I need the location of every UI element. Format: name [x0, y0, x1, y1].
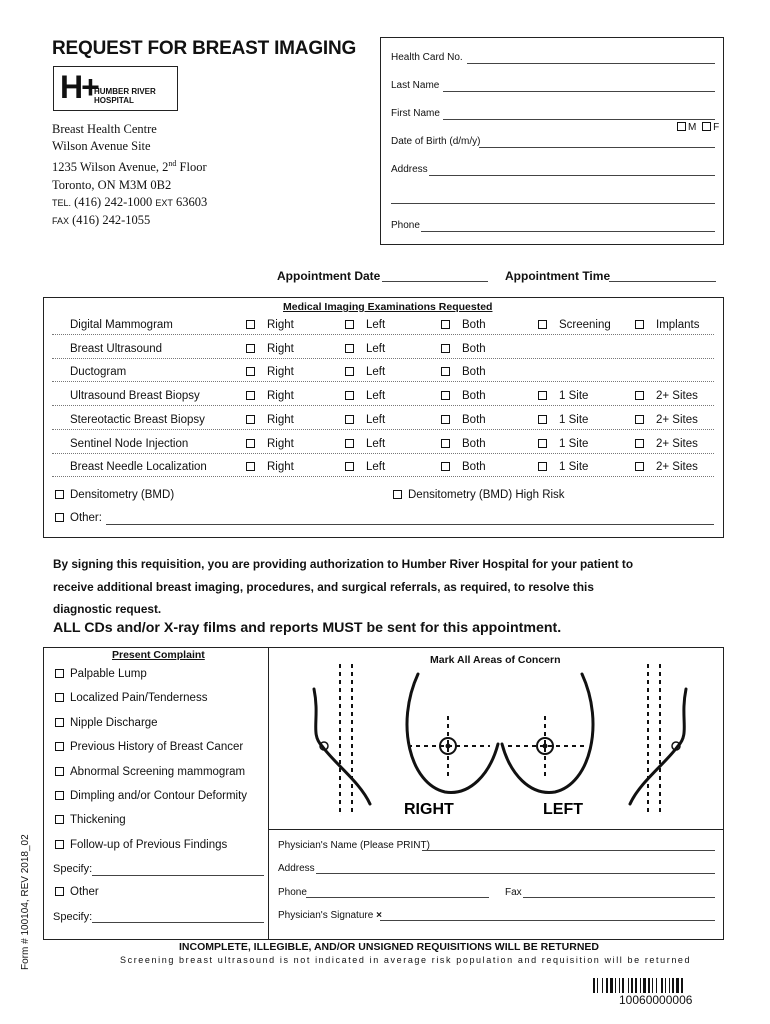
- exam-row-label: Ultrasound Breast Biopsy: [70, 390, 200, 403]
- physician-signature-field[interactable]: [380, 920, 715, 921]
- right-lateral-outline: [314, 689, 370, 804]
- exam-option-label: 2+ Sites: [656, 461, 698, 474]
- exam-option: [538, 438, 588, 450]
- barcode-bar: [669, 978, 670, 993]
- complaint-other-label: Other: [70, 886, 99, 898]
- exam-option: [635, 461, 698, 473]
- barcode-bar: [681, 978, 683, 993]
- first-name-label: First Name: [391, 108, 440, 119]
- exam-option-checkbox[interactable]: [441, 439, 450, 448]
- complaint-label: Previous History of Breast Cancer: [70, 741, 244, 754]
- complaint-checkbox[interactable]: [55, 742, 64, 751]
- exam-option-label: Left: [366, 413, 386, 426]
- appointment-time-label: Appointment Time: [505, 269, 611, 283]
- exam-option-label: Left: [366, 366, 386, 379]
- sex-m-checkbox[interactable]: [677, 122, 686, 131]
- sex-m-label: M: [688, 122, 697, 133]
- exam-row-separator: [52, 358, 714, 359]
- barcode-bar: [615, 978, 616, 993]
- physician-divider: [268, 829, 724, 830]
- exam-option-label: Both: [462, 437, 486, 450]
- specify-label-2: Specify:: [53, 911, 93, 923]
- barcode-bar: [661, 978, 663, 993]
- cds-notice: ALL CDs and/or X-ray films and reports MUST be sent for this appointment.: [53, 620, 562, 636]
- exam-option-checkbox[interactable]: [538, 320, 547, 329]
- exam-option-checkbox[interactable]: [246, 439, 255, 448]
- exam-row-label: Ductogram: [70, 366, 127, 379]
- exam-option-checkbox[interactable]: [441, 391, 450, 400]
- sex-selector: [677, 122, 719, 133]
- exam-option-checkbox[interactable]: [345, 344, 354, 353]
- exam-option-label: Right: [267, 319, 294, 331]
- exam-option-checkbox[interactable]: [441, 344, 450, 353]
- exam-row-label: Breast Ultrasound: [70, 342, 163, 355]
- exam-option: [345, 390, 385, 402]
- exam-option: [441, 438, 486, 450]
- barcode-bar: [640, 978, 641, 993]
- exam-option-label: Both: [462, 319, 486, 331]
- complaint-label: Dimpling and/or Contour Deformity: [70, 790, 248, 802]
- clinic-tel: TEL. (416) 242-1000 EXT 63603: [52, 194, 208, 209]
- exam-option-label: 2+ Sites: [656, 390, 698, 403]
- exam-row-label: Stereotactic Breast Biopsy: [70, 413, 205, 426]
- exam-option-checkbox[interactable]: [538, 415, 547, 424]
- logo-mark: H+: [60, 69, 98, 105]
- exam-option-label: Screening: [559, 319, 611, 331]
- complaint-option: [55, 766, 245, 778]
- patient-info-box: [380, 37, 724, 245]
- diagram-header: Mark All Areas of Concern: [430, 654, 561, 666]
- exam-option-checkbox[interactable]: [246, 415, 255, 424]
- complaint-option: [55, 790, 247, 802]
- exam-option: [441, 319, 486, 331]
- clinic-site: Wilson Avenue Site: [52, 139, 151, 154]
- exam-option-checkbox[interactable]: [635, 439, 644, 448]
- exam-option: [246, 366, 294, 378]
- exam-option: [345, 461, 385, 473]
- exam-row-separator: [52, 405, 714, 406]
- exam-option: [635, 390, 698, 402]
- complaint-checkbox[interactable]: [55, 815, 64, 824]
- address-field[interactable]: [429, 175, 715, 176]
- exam-row-separator: [52, 334, 714, 335]
- dob-field[interactable]: [479, 147, 715, 148]
- exam-option-checkbox[interactable]: [441, 367, 450, 376]
- exam-option-checkbox[interactable]: [635, 462, 644, 471]
- left-frontal-outline: [502, 674, 593, 792]
- densitometry-option: [55, 489, 174, 501]
- exam-row-label: Breast Needle Localization: [70, 461, 207, 474]
- specify-field-2[interactable]: [92, 922, 264, 923]
- exams-header: Medical Imaging Examinations Requested: [283, 301, 493, 313]
- complaint-option: [55, 717, 158, 729]
- right-frontal-outline: [407, 674, 498, 792]
- lower-divider: [268, 647, 269, 940]
- health-card-field[interactable]: [467, 63, 715, 64]
- barcode-bar: [593, 978, 595, 993]
- exam-option: [246, 414, 294, 426]
- exam-option-label: Right: [267, 461, 294, 474]
- exam-option-label: Left: [366, 390, 386, 403]
- exam-other-label: Other:: [70, 512, 102, 524]
- exam-option-checkbox[interactable]: [345, 415, 354, 424]
- exam-option: [635, 438, 698, 450]
- exam-option-checkbox[interactable]: [246, 462, 255, 471]
- exam-option-label: Left: [366, 342, 386, 355]
- exam-option: [538, 319, 611, 331]
- barcode-bar: [619, 978, 620, 993]
- exam-row-separator: [52, 453, 714, 454]
- clinic-address: 1235 Wilson Avenue, 2nd Floor: [52, 159, 207, 175]
- exam-row-label: Sentinel Node Injection: [70, 437, 189, 450]
- barcode-bar: [602, 978, 603, 993]
- complaint-other-checkbox[interactable]: [55, 887, 64, 896]
- exam-option-label: Implants: [656, 319, 700, 331]
- exam-option-checkbox[interactable]: [441, 415, 450, 424]
- last-name-field[interactable]: [443, 91, 715, 92]
- specify-label-1: Specify:: [53, 863, 93, 875]
- physician-name-label: Physician's Name (Please PRINT): [278, 840, 430, 851]
- exam-option-checkbox[interactable]: [441, 320, 450, 329]
- appointment-date-label: Appointment Date: [277, 269, 381, 283]
- densitometry-label: Densitometry (BMD): [70, 489, 175, 501]
- exam-option-checkbox[interactable]: [538, 391, 547, 400]
- exam-option-label: Right: [267, 413, 294, 426]
- exam-option-checkbox[interactable]: [345, 462, 354, 471]
- barcode-bar: [628, 978, 629, 993]
- appointment-time-field[interactable]: [609, 281, 716, 282]
- exam-option-checkbox[interactable]: [538, 462, 547, 471]
- clinic-fax: FAX (416) 242-1055: [52, 213, 151, 228]
- complaint-option: [55, 741, 243, 753]
- physician-phone-field[interactable]: [306, 897, 489, 898]
- sex-f-checkbox[interactable]: [702, 122, 711, 131]
- exam-option-checkbox[interactable]: [635, 415, 644, 424]
- physician-fax-label: Fax: [505, 887, 522, 898]
- complaint-label: Nipple Discharge: [70, 716, 158, 729]
- barcode-bar: [676, 978, 679, 993]
- exam-option-checkbox[interactable]: [246, 320, 255, 329]
- exam-option: [246, 438, 294, 450]
- phone-label: Phone: [391, 220, 420, 231]
- exam-option-label: Both: [462, 461, 486, 474]
- exam-option-label: Both: [462, 342, 486, 355]
- exam-other-checkbox[interactable]: [55, 513, 64, 522]
- barcode-bar: [665, 978, 666, 993]
- complaint-option: [55, 814, 126, 826]
- exam-option-label: 1 Site: [559, 413, 589, 426]
- exam-other-option: [55, 512, 102, 524]
- exam-option: [635, 414, 698, 426]
- densitometry-high-checkbox[interactable]: [393, 490, 402, 499]
- sex-f-label: F: [713, 122, 720, 133]
- health-card-label: Health Card No.: [391, 52, 463, 63]
- breast-diagram[interactable]: [300, 664, 700, 824]
- clinic-name: Breast Health Centre: [52, 122, 157, 136]
- complaint-checkbox[interactable]: [55, 718, 64, 727]
- exam-option-label: Both: [462, 366, 486, 379]
- exam-option-label: Right: [267, 437, 294, 450]
- form-title: REQUEST FOR BREAST IMAGING: [52, 38, 357, 59]
- exam-option: [246, 461, 294, 473]
- complaint-checkbox[interactable]: [55, 693, 64, 702]
- barcode-bar: [610, 978, 613, 993]
- exam-option-checkbox[interactable]: [246, 391, 255, 400]
- hospital-logo: [53, 66, 178, 111]
- barcode-bar: [631, 978, 633, 993]
- exam-option-label: Left: [366, 461, 386, 474]
- exam-option-label: Left: [366, 319, 386, 331]
- barcode-number: 10060000006: [619, 993, 693, 1007]
- exam-option-checkbox[interactable]: [246, 344, 255, 353]
- exam-option-checkbox[interactable]: [635, 391, 644, 400]
- exam-option: [345, 366, 385, 378]
- exam-option: [635, 319, 699, 331]
- complaint-label: Palpable Lump: [70, 668, 147, 680]
- clinic-city: Toronto, ON M3M 0B2: [52, 177, 172, 192]
- physician-address-field[interactable]: [316, 873, 715, 874]
- exam-row-separator: [52, 476, 714, 477]
- complaint-label: Thickening: [70, 814, 126, 827]
- address-field-2[interactable]: [391, 203, 715, 204]
- exam-other-field[interactable]: [106, 524, 714, 525]
- screening-note: Screening breast ultrasound is not indicated in average risk population and requisition will be returned: [120, 955, 692, 965]
- densitometry-checkbox[interactable]: [55, 490, 64, 499]
- exam-option-label: 1 Site: [559, 390, 589, 403]
- barcode-bar: [648, 978, 650, 993]
- barcode-bar: [606, 978, 608, 993]
- physician-phone-label: Phone: [278, 887, 307, 898]
- exam-option: [441, 414, 486, 426]
- exam-option: [441, 366, 486, 378]
- exam-option: [538, 390, 588, 402]
- dob-label: Date of Birth (d/m/y): [391, 136, 481, 147]
- physician-fax-field[interactable]: [523, 897, 715, 898]
- exam-option-label: 2+ Sites: [656, 413, 698, 426]
- exam-option: [441, 461, 486, 473]
- complaint-checkbox[interactable]: [55, 840, 64, 849]
- complaint-checkbox[interactable]: [55, 791, 64, 800]
- exam-option-checkbox[interactable]: [345, 391, 354, 400]
- complaint-label: Localized Pain/Tenderness: [70, 692, 208, 705]
- last-name-label: Last Name: [391, 80, 440, 91]
- barcode-bar: [635, 978, 637, 993]
- exam-option-checkbox[interactable]: [345, 367, 354, 376]
- exam-option-label: Right: [267, 342, 294, 355]
- exam-option: [441, 343, 486, 355]
- complaint-option: [55, 692, 207, 704]
- physician-signature-label: Physician's Signature ×: [278, 910, 382, 921]
- exam-option: [345, 438, 385, 450]
- exam-option: [345, 319, 385, 331]
- complaint-label: Abnormal Screening mammogram: [70, 765, 246, 778]
- complaint-label: Follow-up of Previous Findings: [70, 838, 228, 851]
- exam-option-label: Both: [462, 390, 486, 403]
- complaint-other-option: [55, 886, 99, 898]
- barcode-bar: [643, 978, 646, 993]
- complaint-checkbox[interactable]: [55, 669, 64, 678]
- exam-option-checkbox[interactable]: [441, 462, 450, 471]
- barcode-bar: [652, 978, 653, 993]
- exam-row-separator: [52, 429, 714, 430]
- returned-warning: INCOMPLETE, ILLEGIBLE, AND/OR UNSIGNED REQUISITIONS WILL BE RETURNED: [179, 941, 600, 953]
- phone-field[interactable]: [421, 231, 715, 232]
- logo-line2: HOSPITAL: [94, 96, 134, 105]
- exam-option-checkbox[interactable]: [345, 439, 354, 448]
- exam-option-label: 1 Site: [559, 437, 589, 450]
- exam-option: [246, 343, 294, 355]
- exam-option: [538, 414, 588, 426]
- form-number: Form # 100104, REV 2018_02: [20, 834, 31, 970]
- logo-line1: HUMBER RIVER: [94, 87, 156, 96]
- exam-row-separator: [52, 381, 714, 382]
- barcode-bar: [622, 978, 624, 993]
- exam-row-label: Digital Mammogram: [70, 319, 173, 331]
- exam-option-label: Both: [462, 413, 486, 426]
- exam-option-checkbox[interactable]: [246, 367, 255, 376]
- complaint-option: [55, 668, 147, 680]
- physician-name-field[interactable]: [422, 850, 715, 851]
- exam-option-checkbox[interactable]: [635, 320, 644, 329]
- address-label: Address: [391, 164, 428, 175]
- exam-option: [246, 319, 294, 331]
- exam-option-label: Left: [366, 437, 386, 450]
- first-name-field[interactable]: [443, 119, 715, 120]
- exam-option: [345, 343, 385, 355]
- diagram-left-label: LEFT: [543, 801, 583, 818]
- exam-option-label: Right: [267, 366, 294, 379]
- clinic-info: [52, 121, 207, 230]
- exam-option: [345, 414, 385, 426]
- exam-option: [441, 390, 486, 402]
- exam-option: [538, 461, 588, 473]
- exam-option-label: 2+ Sites: [656, 437, 698, 450]
- densitometry-high-option: [393, 489, 565, 501]
- complaint-option: [55, 839, 227, 851]
- diagram-right-label: RIGHT: [404, 801, 454, 818]
- appointment-date-field[interactable]: [382, 281, 488, 282]
- barcode-bar: [597, 978, 598, 993]
- complaint-header: Present Complaint: [112, 649, 205, 661]
- exam-option-checkbox[interactable]: [345, 320, 354, 329]
- authorization-text: By signing this requisition, you are providing authorization to Humber River Hospital for your patient to receive additional breast imaging, procedures, and surgical referrals, as required, to resolve this diagnostic request.: [53, 557, 634, 616]
- left-lateral-outline: [630, 689, 686, 804]
- densitometry-high-label: Densitometry (BMD) High Risk: [408, 489, 565, 501]
- exam-option: [246, 390, 294, 402]
- exam-option-label: Right: [267, 390, 294, 403]
- exam-option-label: 1 Site: [559, 461, 589, 474]
- physician-address-label: Address: [278, 863, 315, 874]
- barcode-bar: [656, 978, 657, 993]
- exam-option-checkbox[interactable]: [538, 439, 547, 448]
- specify-field-1[interactable]: [92, 875, 264, 876]
- barcode: [593, 978, 723, 993]
- complaint-checkbox[interactable]: [55, 767, 64, 776]
- barcode-bar: [672, 978, 674, 993]
